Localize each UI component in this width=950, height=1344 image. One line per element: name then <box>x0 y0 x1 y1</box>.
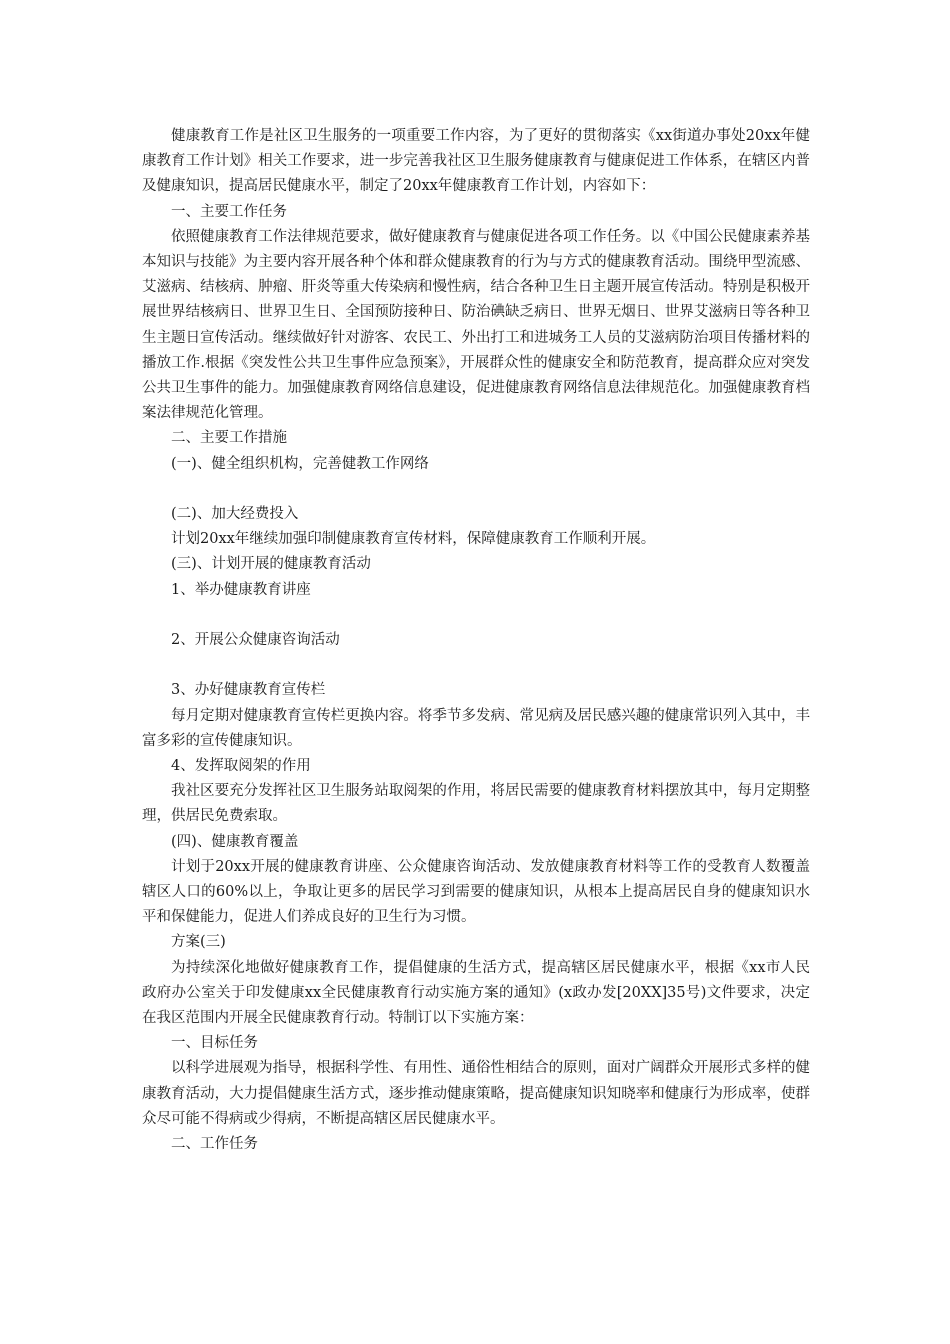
document-body <box>142 124 810 1157</box>
funding-paragraph: 计划20xx年继续加强印制健康教育宣传材料，保障健康教育工作顺利开展。 <box>171 531 656 548</box>
bulletin-board-paragraph: 每月定期对健康教育宣传栏更换内容。将季节多发病、常见病及居民感兴趣的健康常识列入其中，丰富多彩的宣传健康知识。 <box>142 707 810 749</box>
rack-paragraph: 我社区要充分发挥社区卫生服务站取阅架的作用，将居民需要的健康教育材料摆放其中，每月定期整理，供居民免费索取。 <box>142 783 810 825</box>
item-bulletin-board: 3、办好健康教育宣传栏 <box>171 682 326 699</box>
coverage-paragraph: 计划于20xx开展的健康教育讲座、公众健康咨询活动、发放健康教育材料等工作的受教育人数覆盖辖区人口的60%以上，争取让更多的居民学习到需要的健康知识，从根本上提高居民自身的健康知识水平和保健能力，促进人们养成良好的卫生行为习惯。 <box>142 858 810 926</box>
subheading-funding: (二)、加大经费投入 <box>171 506 299 523</box>
plan-three-title: 方案(三) <box>171 934 226 951</box>
item-rack: 4、发挥取阅架的作用 <box>171 758 311 775</box>
blank-line <box>142 477 810 502</box>
item-lectures: 1、举办健康教育讲座 <box>171 581 311 598</box>
subheading-organization: (一)、健全组织机构，完善健教工作网络 <box>171 455 429 472</box>
heading-work-tasks: 二、工作任务 <box>171 1136 258 1153</box>
blank-line <box>142 603 810 628</box>
heading-main-measures: 二、主要工作措施 <box>171 430 287 447</box>
subheading-activities: (三)、计划开展的健康教育活动 <box>171 556 371 573</box>
item-consultation: 2、开展公众健康咨询活动 <box>171 632 340 649</box>
heading-main-tasks: 一、主要工作任务 <box>171 203 287 220</box>
blank-line <box>142 653 810 678</box>
main-tasks-paragraph: 依照健康教育工作法律规范要求，做好健康教育与健康促进各项工作任务。以《中国公民健康素养基本知识与技能》为主要内容开展各种个体和群众健康教育的行为与方式的健康教育活动。围绕甲型流感、艾滋病、结核病、肿瘤、肝炎等重大传染病和慢性病，结合各种卫生日主题开展宣传活动。特别是积极开展世界结核病日、世界卫生日、全国预防接种日、防治碘缺乏病日、世界无烟日、世界艾滋病日等各种卫生主题日宣传活动。继续做好针对游客、农民工、外出打工和进城务工人员的艾滋病防治项目传播材料的播放工作.根据《突发性公共卫生事件应急预案》，开展群众性的健康安全和防范教育，提高群众应对突发公共卫生事件的能力。加强健康教育网络信息建设，促进健康教育网络信息法律规范化。加强健康教育档案法律规范化管理。 <box>142 228 810 422</box>
goals-paragraph: 以科学进展观为指导，根据科学性、有用性、通俗性相结合的原则，面对广阔群众开展形式多样的健康教育活动，大力提倡健康生活方式，逐步推动健康策略，提高健康知识知晓率和健康行为形成率，使群众尽可能不得病或少得病，不断提高辖区居民健康水平。 <box>142 1060 810 1127</box>
plan-three-intro: 为持续深化地做好健康教育工作，提倡健康的生活方式，提高辖区居民健康水平，根据《xx市人民政府办公室关于印发健康xx全民健康教育行动实施方案的通知》(x政办发[20XX]35号)文件要求，决定在我区范围内开展全民健康教育行动。特制订以下实施方案： <box>142 959 810 1027</box>
heading-goals: 一、目标任务 <box>171 1035 258 1052</box>
intro-paragraph: 健康教育工作是社区卫生服务的一项重要工作内容，为了更好的贯彻落实《xx街道办事处20xx年健康教育工作计划》相关工作要求，进一步完善我社区卫生服务健康教育与健康促进工作体系，在辖区内普及健康知识，提高居民健康水平，制定了20xx年健康教育工作计划，内容如下： <box>142 128 810 195</box>
subheading-coverage: (四)、健康教育覆盖 <box>171 833 299 850</box>
